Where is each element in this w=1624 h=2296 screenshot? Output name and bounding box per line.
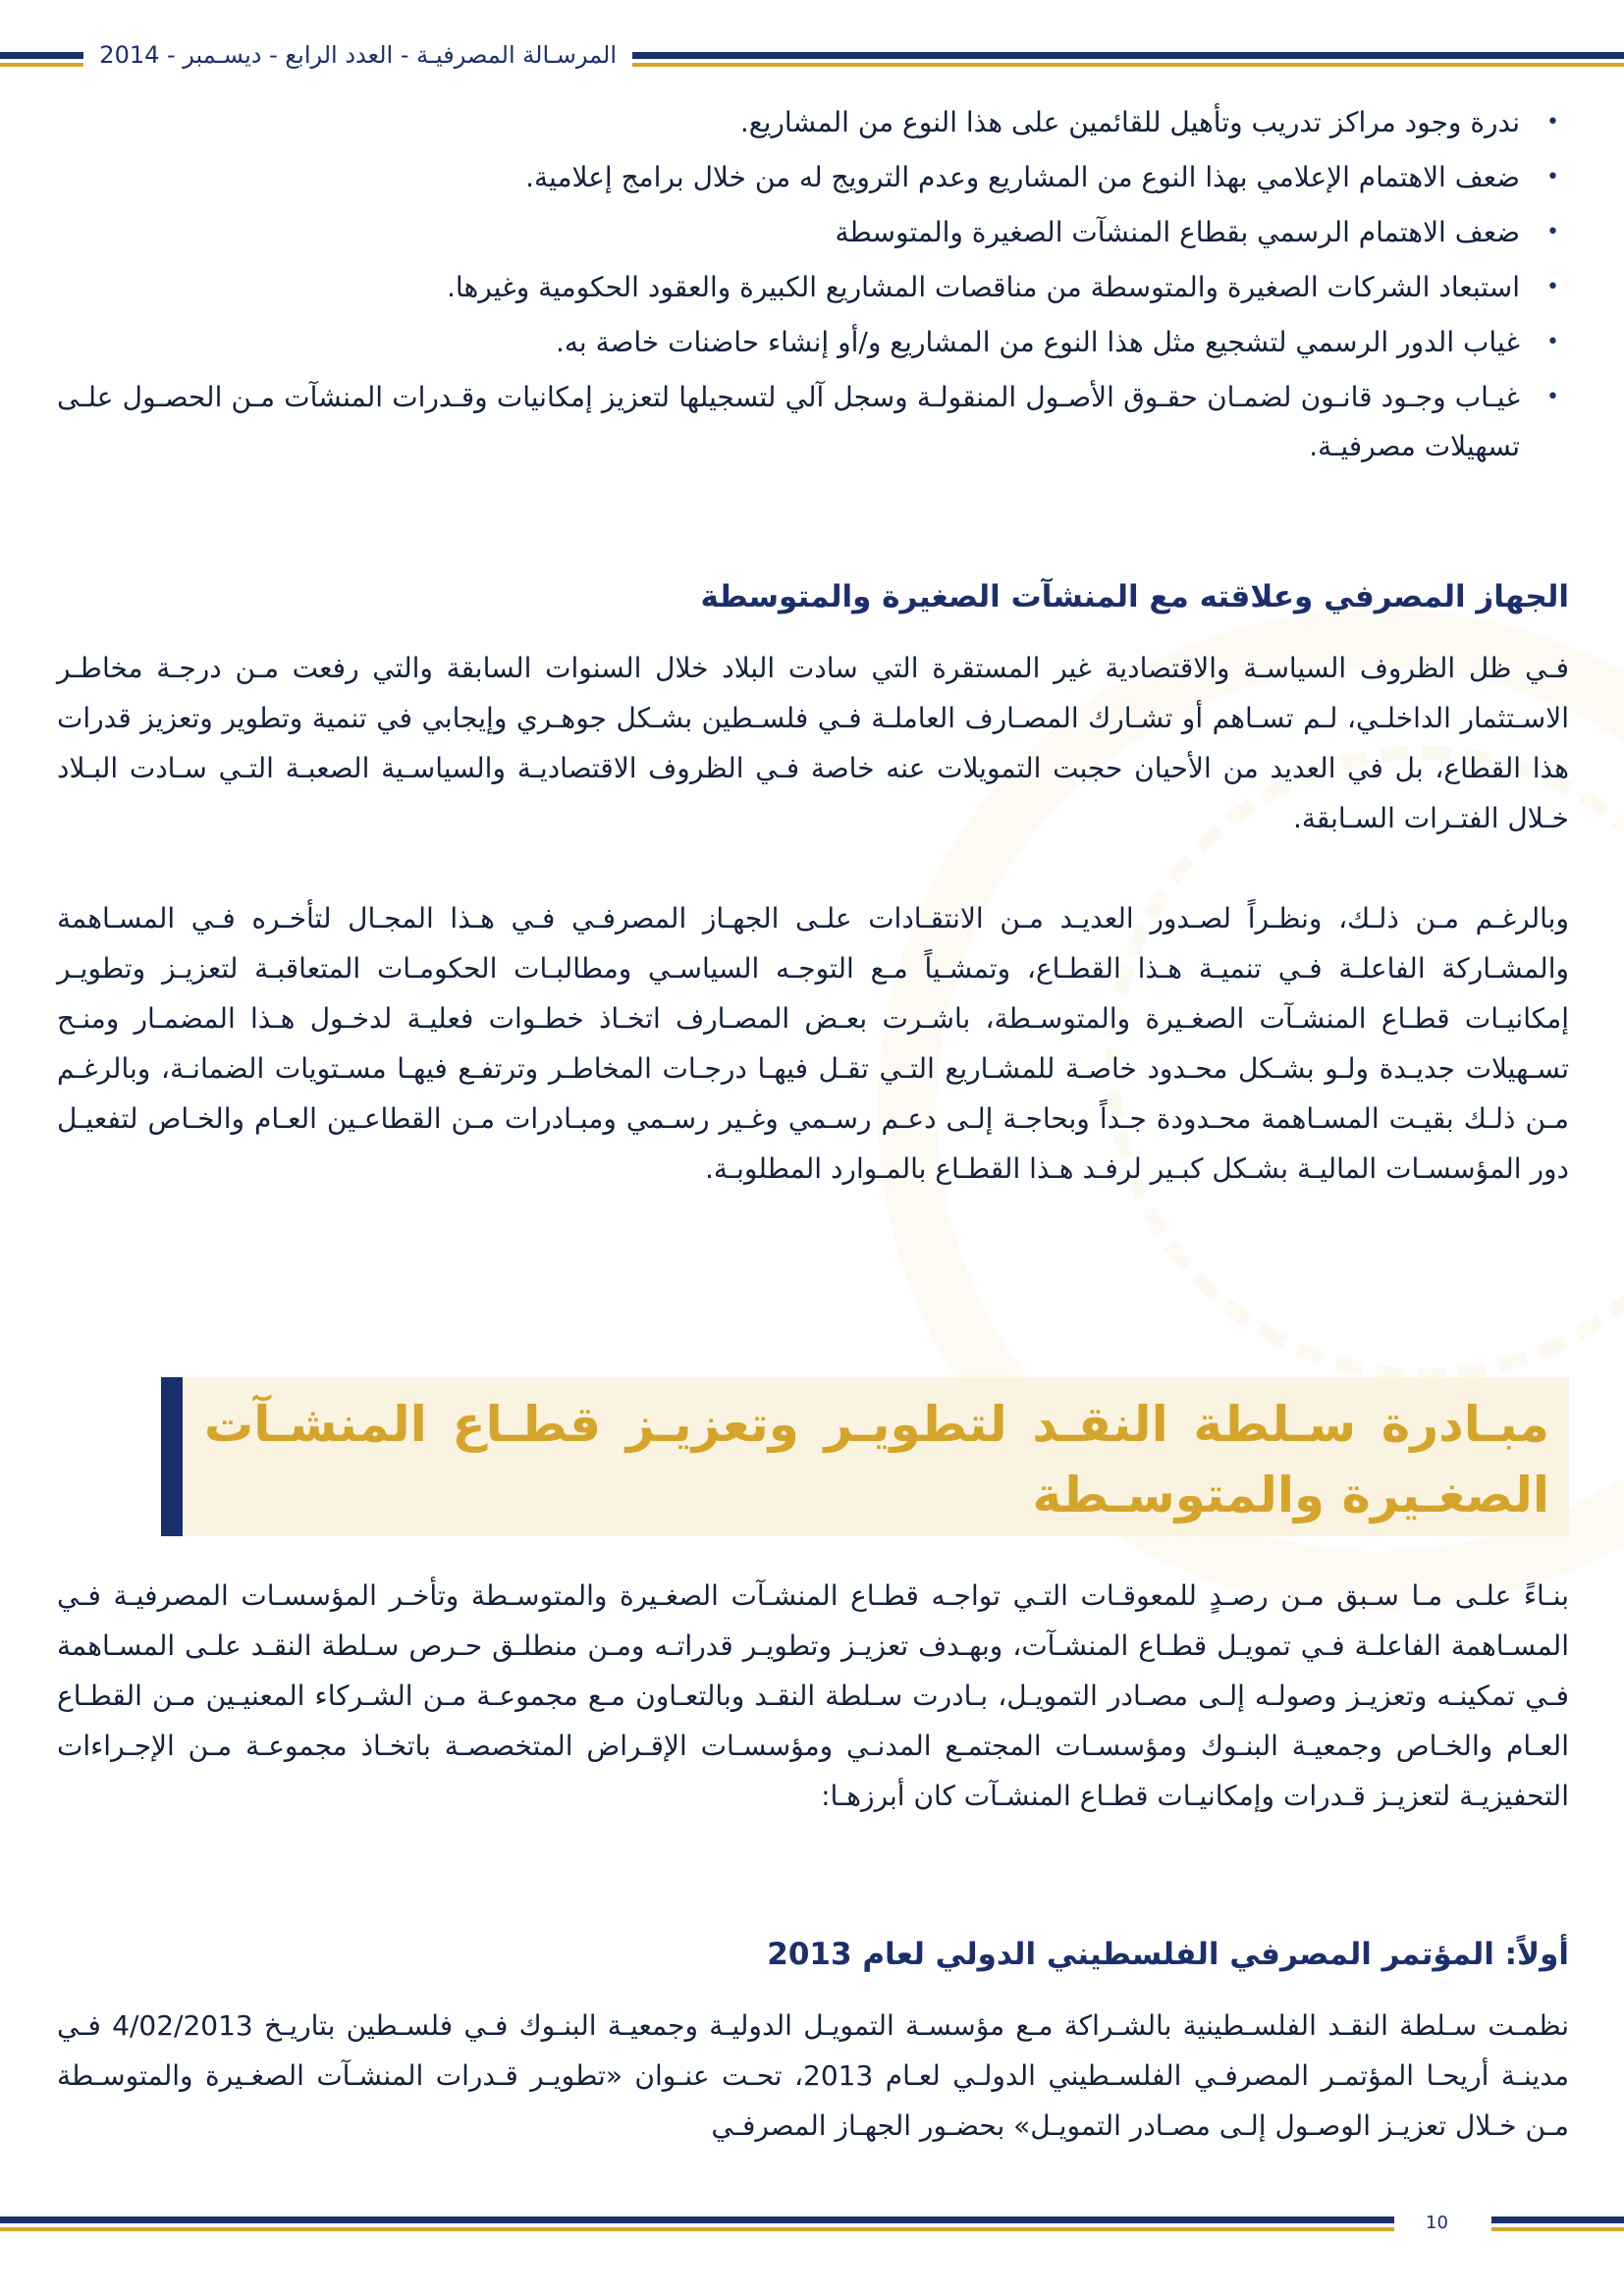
bullet-icon: • <box>1546 165 1559 189</box>
running-title: المرسـالة المصرفيـة - العدد الرابع - ديسـمبر - 2014 <box>83 41 632 69</box>
bullet-icon: • <box>1546 220 1559 244</box>
list-item <box>57 98 1569 147</box>
section-initiative-para <box>57 1571 1569 1821</box>
banner-title: مبـادرة سـلطة النقـد لتطويـر وتعزيـز قطـاع المنشـآت الصغـيرة والمتوسـطة <box>204 1396 1549 1523</box>
footer-rule-gold <box>0 2227 1394 2231</box>
page-number: 10 <box>1426 2213 1448 2233</box>
list-item <box>57 153 1569 202</box>
list-item <box>57 263 1569 312</box>
paragraph: بنـاءً علـى مـا سـبق مـن رصـدٍ للمعوقـات التـي تواجـه قطـاع المنشـآت الصغـيرة والمتوسـطة وتأخـر المؤسسـات المصرفيـة فـي المسـاهمة الفاعلـة فـي تمويـل قطـاع المنشـآت، وبهـدف تعزيـز وتطويـر قدراتـه ومـن منطلـق حـرص سـلطة النقـد علـى المسـاهمة فـي تمكينـه وتعزيـز وصولـه إلـى مصـادر التمويـل، بـادرت سـلطة النقـد وبالتعـاون مـع مجموعـة مـن الشـركاء المعنيـين مـن القطـاع العـام والخـاص وجمعيـة البنـوك ومؤسسـات المجتمـع المدنـي ومؤسسـات الإقـراض المتخصصـة باتخـاذ مجموعـة مـن الإجـراءات التحفيزيـة لتعزيـز قـدرات وإمكانيـات قطـاع المنشـآت كان أبرزهـا: <box>57 1579 1569 1812</box>
section-banking-para2 <box>57 893 1569 1194</box>
paragraph: نظمـت سـلطة النقـد الفلسـطينية بالشـراكة مـع مؤسسـة التمويـل الدوليـة وجمعيـة البنـوك فـي فلسـطين بتاريـخ 4/02/2013 فـي مدينـة أريحـا المؤتمـر المصرفـي الفلسـطيني الدولـي لعـام 2013، تحـت عنـوان «تطويـر قـدرات المنشـآت الصغـيرة والمتوسـطة مـن خـلال تعزيـز الوصـول إلـى مصـادر التمويـل» بحضـور الجهـاز المصرفـي <box>57 2009 1569 2142</box>
page-header <box>0 41 1624 79</box>
bullet-icon: • <box>1546 110 1559 134</box>
section-banner <box>161 1377 1569 1536</box>
banner-accent-bar <box>161 1377 183 1536</box>
list-item-text: غياب الدور الرسمي لتشجيع مثل هذا النوع من المشاريع و/أو إنشاء حاضنات خاصة به. <box>555 326 1520 358</box>
bullet-icon: • <box>1546 275 1559 299</box>
section-heading: الجهاز المصرفي وعلاقته مع المنشآت الصغيرة والمتوسطة <box>700 579 1569 614</box>
list-item-text: ضعف الاهتمام الإعلامي بهذا النوع من المشاريع وعدم الترويج له من خلال برامج إعلامية. <box>525 161 1520 193</box>
footer-rule-navy <box>0 2216 1394 2223</box>
footer-rule-navy-right <box>1491 2216 1624 2223</box>
bullet-icon: • <box>1546 330 1559 354</box>
page-footer <box>0 2215 1624 2244</box>
list-item <box>57 208 1569 257</box>
subsection-heading: أولاً: المؤتمر المصرفي الفلسطيني الدولي لعام 2013 <box>767 1937 1569 1972</box>
bullet-icon: • <box>1546 385 1559 409</box>
bullet-list <box>57 98 1569 477</box>
list-item-text: غيـاب وجـود قانـون لضمـان حقـوق الأصـول المنقولـة وسجل آلي لتسجيلها لتعزيز إمكانيات وقـدرات المنشآت مـن الحصـول علـى تسهيلات مصرفيـة. <box>57 381 1520 462</box>
paragraph: فـي ظل الظروف السياسـة والاقتصادية غير المستقرة التي سادت البلاد خلال السنوات السابقة والتي رفعت مـن درجـة مخاطـر الاسـتثمار الداخلـي، لـم تسـاهم أو تشـارك المصـارف العاملـة فـي فلسـطين بشـكل جوهـري وإيجابي في تنمية وتطوير وتعزيز قدرات هذا القطاع، بل في العديد من الأحيان حجبت التمويلات عنه خاصة فـي الظروف الاقتصاديـة والسياسـية الصعبـة التـي سـادت البـلاد خـلال الفتـرات السـابقة. <box>57 652 1569 834</box>
section-banking-para1 <box>57 643 1569 843</box>
footer-rule-gold-right <box>1491 2227 1624 2231</box>
list-item <box>57 318 1569 367</box>
section-banking <box>57 579 1569 614</box>
list-item-text: استبعاد الشركات الصغيرة والمتوسطة من مناقصات المشاريع الكبيرة والعقود الحكومية وغيرها. <box>447 271 1520 303</box>
list-item-text: ندرة وجود مراكز تدريب وتأهيل للقائمين على هذا النوع من المشاريع. <box>739 106 1520 138</box>
list-item-text: ضعف الاهتمام الرسمي بقطاع المنشآت الصغيرة والمتوسطة <box>835 216 1520 248</box>
list-item <box>57 373 1569 471</box>
subsection-conference <box>57 1937 1569 1972</box>
paragraph: وبالرغـم مـن ذلـك، ونظـراً لصـدور العديـد مـن الانتقـادات علـى الجهـاز المصرفـي فـي هـذا المجـال لتأخـره فـي المسـاهمة والمشـاركة الفاعلـة فـي تنميـة هـذا القطـاع، وتمشـياً مـع التوجـه السياسـي ومطالبـات الحكومـات المتعاقبـة لتعزيـز وتطويـر إمكانيـات قطـاع المنشـآت الصغـيرة والمتوسـطة، باشـرت بعـض المصـارف اتخـاذ خطـوات فعليـة لدخـول هـذا المضمـار ومنـح تسـهيلات جديـدة ولـو بشـكل محـدود خاصـة للمشـاريع التـي تقـل فيهـا درجـات المخاطـر وترتفـع فيهـا مسـتويات الضمانـة، وبالرغـم مـن ذلـك بقيـت المسـاهمة محـدودة جـداً وبحاجـة إلـى دعـم رسـمي وغـير رسـمي ومبـادرات مـن القطاعـين العـام والخـاص لتفعيـل دور المؤسسـات الماليـة بشـكل كبـير لرفـد هـذا القطـاع بالمـوارد المطلوبـة. <box>57 902 1569 1185</box>
subsection-conference-para <box>57 2001 1569 2151</box>
